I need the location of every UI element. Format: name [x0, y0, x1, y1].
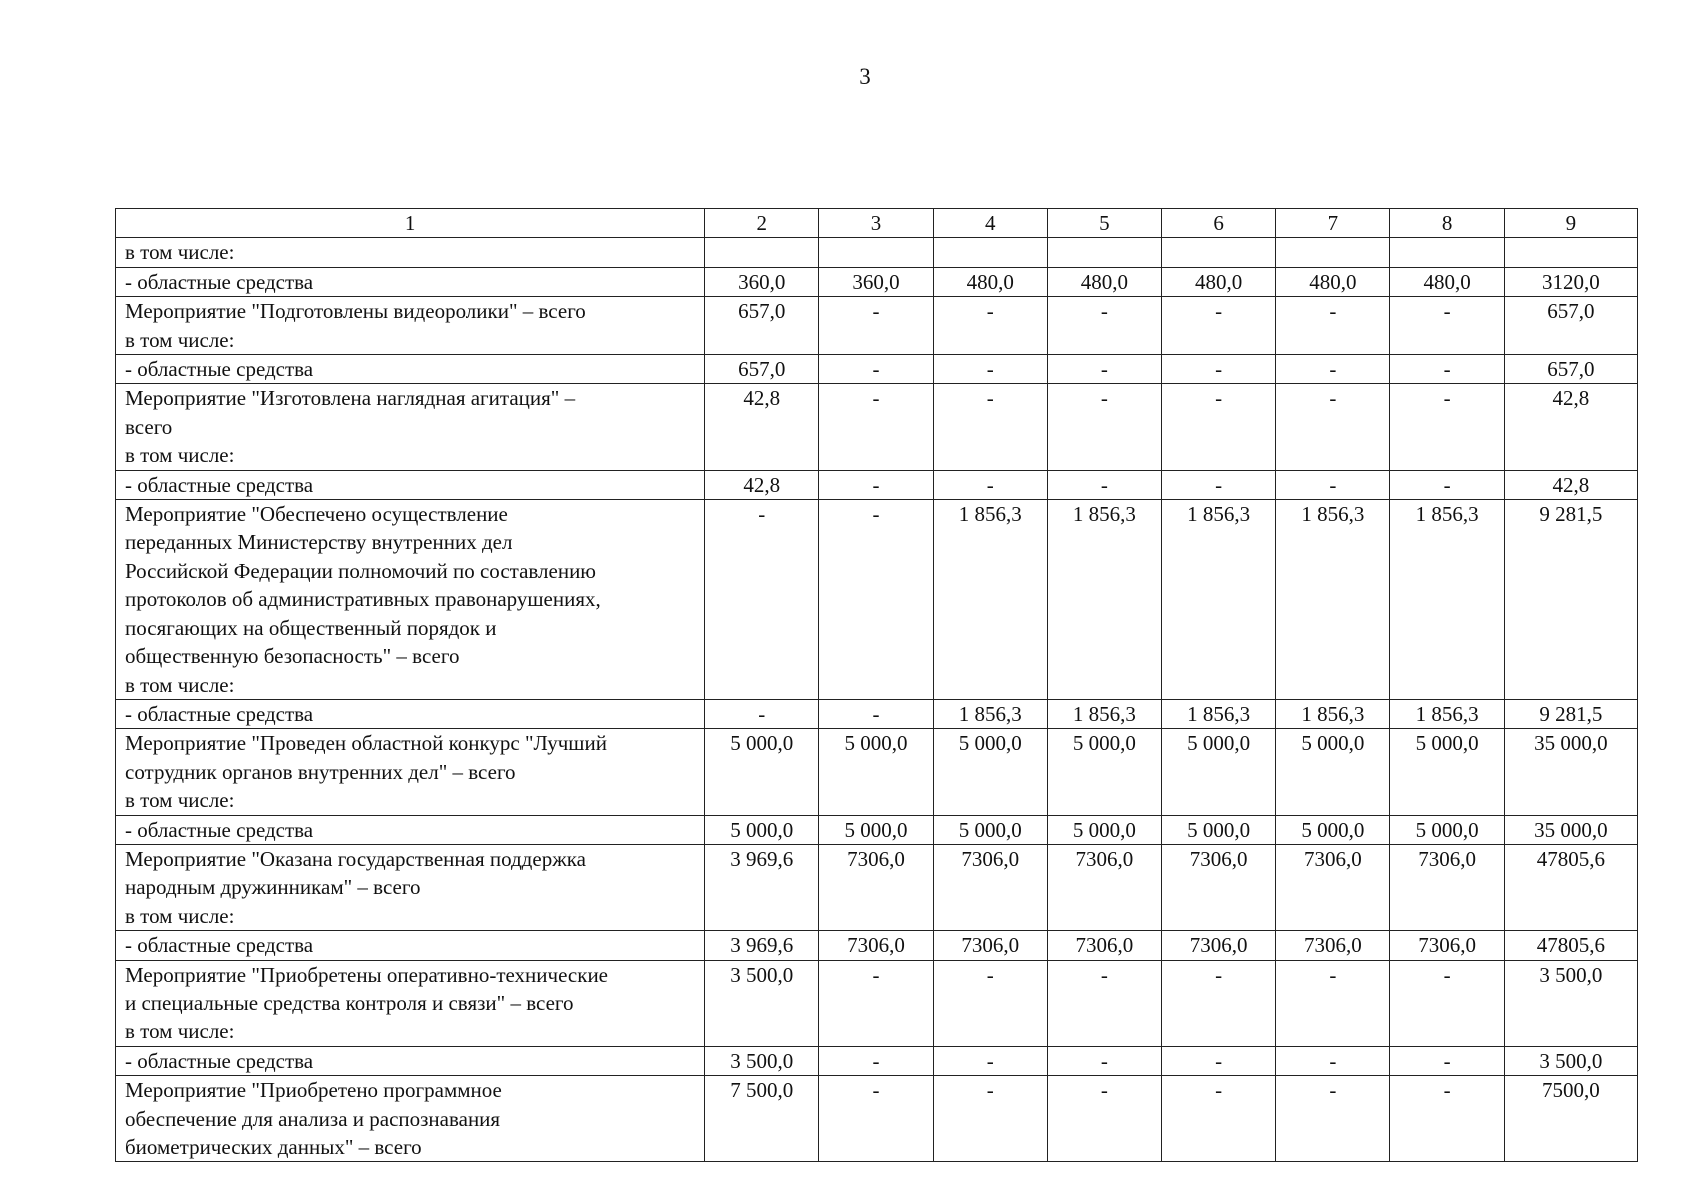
- value-cell: 5 000,0: [1162, 815, 1276, 844]
- value-cell: 7306,0: [933, 844, 1047, 930]
- value-cell: 35 000,0: [1504, 815, 1637, 844]
- table-row: [116, 844, 1638, 930]
- value-cell: 42,8: [705, 384, 819, 470]
- value-cell: 42,8: [1504, 470, 1637, 499]
- column-header: 6: [1162, 209, 1276, 238]
- value-cell: -: [1276, 297, 1390, 355]
- value-cell: -: [819, 500, 933, 700]
- value-cell: 5 000,0: [1047, 815, 1161, 844]
- value-cell: 480,0: [933, 267, 1047, 296]
- value-cell: -: [933, 960, 1047, 1046]
- value-cell: [1276, 238, 1390, 267]
- column-header: 7: [1276, 209, 1390, 238]
- value-cell: -: [933, 1046, 1047, 1075]
- value-cell: -: [1390, 1076, 1504, 1162]
- value-cell: 7500,0: [1504, 1076, 1637, 1162]
- value-cell: -: [1390, 355, 1504, 384]
- value-cell: [1504, 238, 1637, 267]
- value-cell: 5 000,0: [819, 815, 933, 844]
- row-label: - областные средства: [116, 470, 705, 499]
- value-cell: 1 856,3: [1162, 699, 1276, 728]
- value-cell: 657,0: [1504, 355, 1637, 384]
- value-cell: -: [933, 384, 1047, 470]
- value-cell: -: [1162, 384, 1276, 470]
- value-cell: 9 281,5: [1504, 500, 1637, 700]
- value-cell: 5 000,0: [705, 729, 819, 815]
- value-cell: 42,8: [1504, 384, 1637, 470]
- value-cell: 7306,0: [1047, 844, 1161, 930]
- value-cell: 3 500,0: [1504, 960, 1637, 1046]
- value-cell: 1 856,3: [933, 699, 1047, 728]
- column-header: 3: [819, 209, 933, 238]
- value-cell: -: [819, 699, 933, 728]
- value-cell: 657,0: [705, 355, 819, 384]
- value-cell: 9 281,5: [1504, 699, 1637, 728]
- value-cell: -: [819, 384, 933, 470]
- value-cell: -: [1162, 355, 1276, 384]
- value-cell: 480,0: [1162, 267, 1276, 296]
- value-cell: 5 000,0: [1162, 729, 1276, 815]
- value-cell: -: [819, 1046, 933, 1075]
- value-cell: -: [933, 297, 1047, 355]
- value-cell: 5 000,0: [1276, 729, 1390, 815]
- value-cell: -: [705, 699, 819, 728]
- row-label: Мероприятие "Проведен областной конкурс "Лучший сотрудник органов внутренних дел" – всего в том числе:: [116, 729, 705, 815]
- table-row: [116, 815, 1638, 844]
- column-header: 8: [1390, 209, 1504, 238]
- value-cell: 47805,6: [1504, 844, 1637, 930]
- table-row: [116, 729, 1638, 815]
- value-cell: -: [1276, 960, 1390, 1046]
- value-cell: -: [1162, 1046, 1276, 1075]
- value-cell: -: [1390, 960, 1504, 1046]
- table-header-row: [116, 209, 1638, 238]
- column-header: 5: [1047, 209, 1161, 238]
- value-cell: [1390, 238, 1504, 267]
- value-cell: 5 000,0: [705, 815, 819, 844]
- value-cell: 7306,0: [933, 931, 1047, 960]
- value-cell: -: [819, 1076, 933, 1162]
- value-cell: -: [1047, 355, 1161, 384]
- table-row: [116, 470, 1638, 499]
- value-cell: 5 000,0: [1390, 815, 1504, 844]
- value-cell: 7 500,0: [705, 1076, 819, 1162]
- value-cell: 35 000,0: [1504, 729, 1637, 815]
- value-cell: 480,0: [1390, 267, 1504, 296]
- value-cell: 5 000,0: [819, 729, 933, 815]
- value-cell: 3 500,0: [705, 1046, 819, 1075]
- value-cell: 657,0: [705, 297, 819, 355]
- value-cell: -: [1047, 1076, 1161, 1162]
- row-label: в том числе:: [116, 238, 705, 267]
- value-cell: 5 000,0: [933, 729, 1047, 815]
- table-row: [116, 1046, 1638, 1075]
- value-cell: -: [1276, 355, 1390, 384]
- value-cell: -: [1276, 1076, 1390, 1162]
- table-row: [116, 355, 1638, 384]
- table-row: [116, 238, 1638, 267]
- value-cell: -: [1276, 1046, 1390, 1075]
- row-label: - областные средства: [116, 699, 705, 728]
- table-row: [116, 931, 1638, 960]
- value-cell: 657,0: [1504, 297, 1637, 355]
- value-cell: 1 856,3: [1162, 500, 1276, 700]
- value-cell: 7306,0: [819, 844, 933, 930]
- value-cell: [933, 238, 1047, 267]
- value-cell: 5 000,0: [1047, 729, 1161, 815]
- value-cell: 7306,0: [1276, 931, 1390, 960]
- value-cell: 5 000,0: [933, 815, 1047, 844]
- row-label: Мероприятие "Оказана государственная поддержка народным дружинникам" – всего в том числе:: [116, 844, 705, 930]
- value-cell: [1047, 238, 1161, 267]
- value-cell: -: [1162, 960, 1276, 1046]
- value-cell: -: [819, 355, 933, 384]
- value-cell: -: [819, 297, 933, 355]
- value-cell: -: [933, 355, 1047, 384]
- value-cell: -: [1047, 1046, 1161, 1075]
- table-row: [116, 960, 1638, 1046]
- value-cell: 3 969,6: [705, 931, 819, 960]
- table-row: [116, 297, 1638, 355]
- value-cell: 1 856,3: [1276, 699, 1390, 728]
- row-label: - областные средства: [116, 931, 705, 960]
- budget-table: [115, 208, 1638, 1162]
- value-cell: 7306,0: [1390, 931, 1504, 960]
- value-cell: -: [705, 500, 819, 700]
- row-label: - областные средства: [116, 815, 705, 844]
- value-cell: -: [1390, 297, 1504, 355]
- value-cell: 1 856,3: [933, 500, 1047, 700]
- row-label: Мероприятие "Изготовлена наглядная агитация" – всего в том числе:: [116, 384, 705, 470]
- value-cell: 42,8: [705, 470, 819, 499]
- row-label: - областные средства: [116, 1046, 705, 1075]
- value-cell: 360,0: [705, 267, 819, 296]
- value-cell: 1 856,3: [1276, 500, 1390, 700]
- value-cell: 480,0: [1047, 267, 1161, 296]
- table-row: [116, 500, 1638, 700]
- row-label: - областные средства: [116, 267, 705, 296]
- value-cell: -: [1162, 297, 1276, 355]
- value-cell: 7306,0: [1047, 931, 1161, 960]
- value-cell: -: [933, 470, 1047, 499]
- value-cell: 47805,6: [1504, 931, 1637, 960]
- value-cell: -: [1276, 470, 1390, 499]
- row-label: Мероприятие "Обеспечено осуществление переданных Министерству внутренних дел Российской Федерации полномочий по составлению протоколов об административных правонарушениях, посягающих на общественный порядок и общественную безопасность" – всего в том числе:: [116, 500, 705, 700]
- value-cell: -: [1047, 297, 1161, 355]
- value-cell: [819, 238, 933, 267]
- table-row: [116, 384, 1638, 470]
- value-cell: 3 500,0: [705, 960, 819, 1046]
- value-cell: 1 856,3: [1047, 699, 1161, 728]
- table-row: [116, 267, 1638, 296]
- value-cell: 5 000,0: [1390, 729, 1504, 815]
- value-cell: -: [1390, 384, 1504, 470]
- value-cell: 3120,0: [1504, 267, 1637, 296]
- column-header: 1: [116, 209, 705, 238]
- table-row: [116, 1076, 1638, 1162]
- column-header: 2: [705, 209, 819, 238]
- value-cell: -: [1047, 470, 1161, 499]
- value-cell: -: [1047, 384, 1161, 470]
- value-cell: -: [1276, 384, 1390, 470]
- value-cell: 1 856,3: [1390, 699, 1504, 728]
- page-number: 3: [859, 64, 871, 89]
- column-header: 9: [1504, 209, 1637, 238]
- value-cell: [705, 238, 819, 267]
- value-cell: 480,0: [1276, 267, 1390, 296]
- value-cell: 7306,0: [1390, 844, 1504, 930]
- row-label: Мероприятие "Приобретено программное обеспечение для анализа и распознавания биометрических данных" – всего: [116, 1076, 705, 1162]
- value-cell: 3 969,6: [705, 844, 819, 930]
- value-cell: 7306,0: [1276, 844, 1390, 930]
- value-cell: 7306,0: [1162, 844, 1276, 930]
- value-cell: 5 000,0: [1276, 815, 1390, 844]
- value-cell: 360,0: [819, 267, 933, 296]
- value-cell: -: [933, 1076, 1047, 1162]
- value-cell: -: [1390, 1046, 1504, 1075]
- row-label: Мероприятие "Приобретены оперативно-технические и специальные средства контроля и связи" – всего в том числе:: [116, 960, 705, 1046]
- value-cell: -: [819, 960, 933, 1046]
- value-cell: 1 856,3: [1047, 500, 1161, 700]
- value-cell: 3 500,0: [1504, 1046, 1637, 1075]
- row-label: - областные средства: [116, 355, 705, 384]
- value-cell: [1162, 238, 1276, 267]
- value-cell: 1 856,3: [1390, 500, 1504, 700]
- value-cell: 7306,0: [819, 931, 933, 960]
- value-cell: -: [1047, 960, 1161, 1046]
- value-cell: -: [1390, 470, 1504, 499]
- column-header: 4: [933, 209, 1047, 238]
- value-cell: -: [819, 470, 933, 499]
- row-label: Мероприятие "Подготовлены видеоролики" – всего в том числе:: [116, 297, 705, 355]
- value-cell: 7306,0: [1162, 931, 1276, 960]
- table-row: [116, 699, 1638, 728]
- value-cell: -: [1162, 470, 1276, 499]
- value-cell: -: [1162, 1076, 1276, 1162]
